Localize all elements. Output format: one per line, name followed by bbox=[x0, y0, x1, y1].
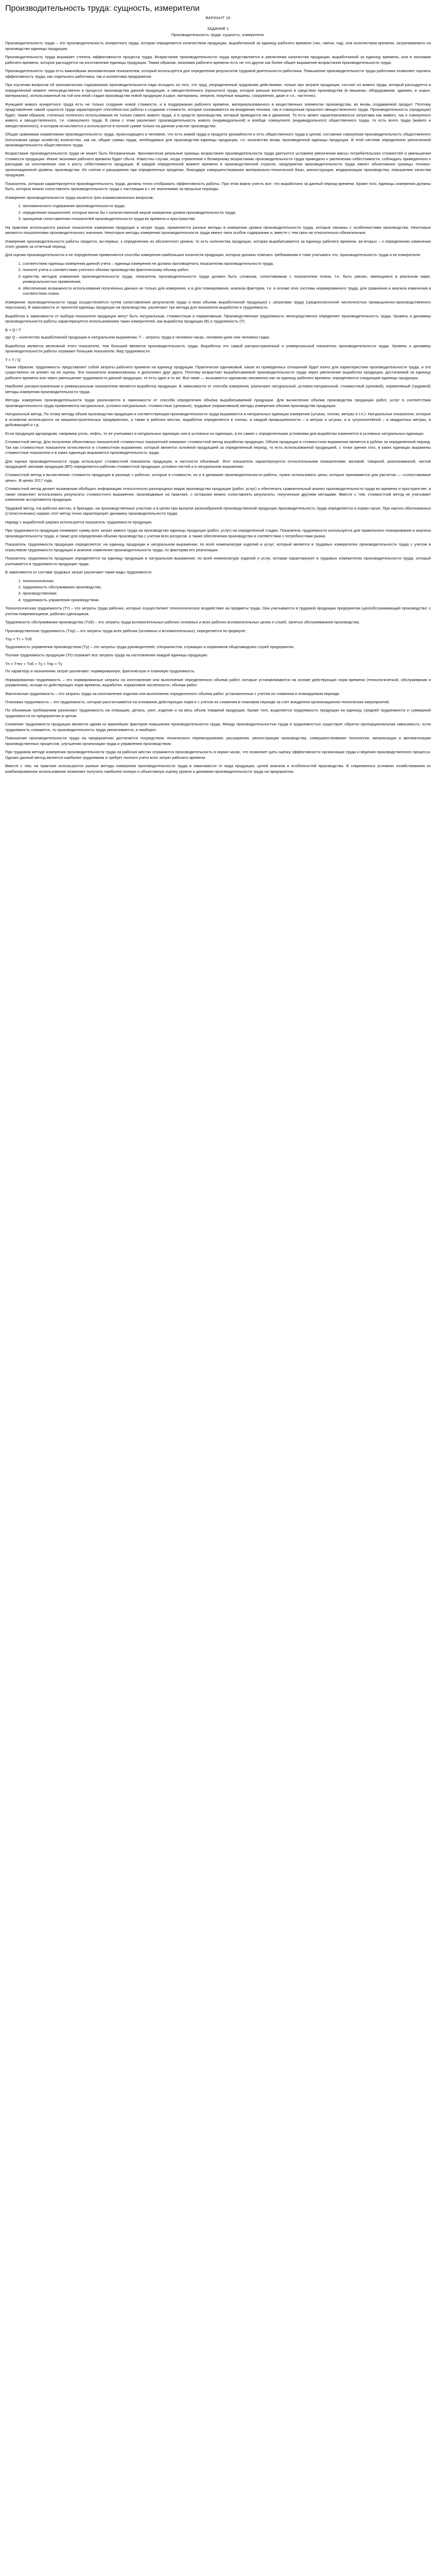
list-item: 1. соответствию единицы измерения данной учета – единица измерения не должна противоречить показателям производительности труда; bbox=[23, 261, 431, 266]
paragraph: По характеру и назначению затрат различают: нормированную, фактическую и плановую трудоемкость. bbox=[5, 669, 196, 674]
document-body bbox=[5, 41, 431, 774]
paragraph: Наряду с выработкой широко используется показатель трудоемкости продукции. bbox=[5, 519, 153, 524]
paragraph: Если продукция однородная, например уголь, нефть, то ее учитывают в натуральных единицах или в условных их единицах, а ее самое с определенными условиями для выработки изменяется в условных натуральных единицах. bbox=[5, 431, 425, 436]
list-item: 3. производственная; bbox=[23, 591, 431, 596]
paragraph: Производительность труда выражает степень эффективности процесса труда. Возрастание производительности труда представляется в увеличении количества продукции, выработанной за единицу времени, или в экономии рабочего времени, которое расходуется на изготовление единицы продукции. Таким образом, экономия рабочего времени есть не что другое как более общее выражение возрастания производительности труда. bbox=[5, 55, 431, 65]
paragraph: Показатель трудоемкости продукции определяется: на единицу продукции в натуральном выражении; по всей номенклатуре изделий и услуг; который является в трудовых измерителях производительности труда с учетом в отраслевом трудоемкости продукции и анализе изменения производительности труда, по факторам его реализации. bbox=[5, 542, 431, 552]
list-item: 1. экономического содержания производительности труда; bbox=[23, 204, 431, 209]
paragraph: Повышение производительности труда на предприятиях достигается посредством технического перевооружения, расширения, реконструкции производства, совершенствования технологии, механизации и автоматизации производственных процессов, улучшения организации труда и управления производством. bbox=[5, 736, 431, 746]
paragraph: Фактическая трудоемкость – это затраты труда на изготовление изделия или выполнение определенного объема работ, установленные с учетом их снижения в планируемом периоде. bbox=[5, 691, 340, 696]
paragraph: Плановая трудоемкость – это трудоемкость, которая рассчитывается на основании действующих норм и с учетом их снижения в плановом периоде за счет внедрения организационно-технических мероприятий. bbox=[5, 700, 390, 705]
list-item: 4. трудоемкость управления производством. bbox=[23, 598, 431, 603]
paragraph: Выработка в зависимости от выбора показателя продукции могут быть натуральным, стоимостным и нормативным. Производственная трудоемкость непосредственно определяет производительность труда. Уровень и динамику производительности работы характеризуется использованием таких измерителей, как выработка продукции (В) и трудоемкость (Т): bbox=[5, 313, 431, 324]
formula: B = Q / T bbox=[5, 327, 21, 332]
paragraph: Измерение производительности труда осуществляется путем сопоставления результатов труда и вязи объема выработанной продукции) с затратами труда (среднесписочной численностью промышленно-производственного персонала). В зависимости от принятой единицы продукции на производства, различают три метода для показателя выработки и трудоемкость. bbox=[5, 299, 431, 310]
list-item: 3. единству методов измерения производительности труда, показатель производительности труда должен быть сложным, сопоставимым с показателем плана, т.е. быть увязан, имеющимся в реальном мире, универсальностью применения; bbox=[23, 274, 431, 285]
paragraph: Наиболее распространенным и универсальным показателем является выработка продукции. В зависимости от способа измерения, различают натуральный, условно-натуральный, стоимостный (ценовой), нормативный (трудовой) методы измерения производительности труда. bbox=[5, 384, 431, 394]
paragraph: Трудоемкость обслуживания производства (Tоб) – это затраты труда вспомогательных рабочих основных и всех рабочих вспомогательных цехов и служб, занятых обслуживанием производства. bbox=[5, 620, 360, 625]
paragraph: Измерение производительности труда касается трех взаимосвязанных вопросов: bbox=[5, 195, 154, 200]
paragraph: Измерение производительности работы сводится, во-первых, к определению их абсолютного уровня, то есть количества продукции, которая вырабатывается за единицу рабочего времени, во-вторых – к определению изменения этого уровня за отчетный период. bbox=[5, 239, 431, 249]
formula: Tпр = Tт + Tоб bbox=[5, 637, 32, 642]
paragraph: Стоимостной метод делает возможным обобщать информацию относительно разнородных видов производства продукции (работ, услуг) и обеспечить сравнительный анализ производительности труда во времени и пространстве, а также позволяет использовать результаты стоимостного выражения, производимые на практике, с которыми можно сопоставлять результаты, полученные другими методами. Вместе с тем, стоимостной метод не учитывает изменение ассортимента продукции. bbox=[5, 486, 431, 502]
document-title: Производительность труда: сущность, измерители bbox=[5, 4, 200, 13]
list-item: 2. трудоемкость обслуживания производства; bbox=[23, 585, 431, 590]
numbered-list bbox=[5, 261, 431, 297]
task-subtitle: Производительность труда: сущность, измерители. bbox=[171, 32, 265, 38]
paragraph: Производительность труда – это производительность конкретного труда, которая определяется количеством продукции, выработанной за единицу рабочего времени (час, смена, год), или количеством времени, затрачиваемого на производство единицы продукции. bbox=[5, 41, 431, 51]
paragraph: В зависимости от состава трудовых затрат различают такие виды трудоемкости: bbox=[5, 570, 152, 575]
paragraph: При трудоемкости продукции понимают сумму всех затрат живого труда на производство единицы продукции (работ, услуг) на определенной стадии. Показатель трудоемкости используется для правильного планирования и анализа производительности труда, а также для определения объема производства с учетом всех ресурсов, а также обеспечения производства в соответствии с потребностями рынка. bbox=[5, 528, 431, 538]
paragraph: По объемным требованиям различают трудоемкость на операцию, деталь, узел, изделие и на весь объем товарной продукции. Кроме того, выделяется трудоемкость продукции на единицу, средней трудоемкости и суммарной трудоемкости по предприятию в целом. bbox=[5, 708, 431, 718]
paragraph: Полная трудоемкость продукции (Тп) отражает все затраты труда на изготовление каждой единицы продукции: bbox=[5, 653, 208, 658]
paragraph: На практике используются разные показатели измерения продукции и затрат труда, применяется разные методы в измерении уровня производительности труда, которые связаны с особенностями производства. Некоторые являются показателями производительного значения. Некоторые методы измерения производительности труда имеют свои особое содержание и, вместе с тем свои ни относительно обязательные. bbox=[5, 225, 431, 235]
numbered-list bbox=[5, 579, 431, 603]
paragraph: где Q – количество выработанной продукции в натуральном выражении; T – затраты труда в человеко-часах, человеко-днях или человеко-годах. bbox=[5, 335, 271, 340]
paragraph: Показатель трудоемкости продукции определяется на единицу продукции в натуральном выражении: по всей номенклатуре изделий и услуг, которая характеризует в трудовых измерителях производительности труда, который учитывается в трудоемкости продукции труда. bbox=[5, 556, 431, 566]
list-item: 4. обеспечению возможности использования полученных данных не только для измерения, и в для планирования, анализа факторов, т.е. в основе этих системы нормированного труда, для сравнения и анализа изменения в соответствии плана. bbox=[23, 286, 431, 297]
document-page bbox=[0, 0, 436, 788]
paragraph: Вместе с тем, на практике используются разные методы измерения производительности труда в зависимости от вида продукции, целей анализа и особенностей производства. В современных условиях хозяйствования их комбинированное использование позволяет получить наиболее полную и объективную оценку уровня и динамики производительности труда на предприятии. bbox=[5, 764, 431, 774]
paragraph: Технологическая трудоемкость (Tт) – это затраты труда рабочих, которые осуществляют технологическое воздействие на предметы труда. Они учитываются в трудовой продукции предприятия (цех)обслуживающий производство: с учетом повременщиков, рабочих-сдельщиков. bbox=[5, 606, 431, 616]
paragraph: Для оценки производительности труда используют стоимостной показатель продукции, в частности объемный. Этот показатель характеризуется относительными показателями: валовой, товарной, реализованной, чистой продукцией, валовая продукция (ВП) определяется рабочим стоимостной продукции, условно-чистой и в натуральном выражении. bbox=[5, 459, 431, 469]
paragraph: Возрастание производительности труда не может быть безграничным. Экономически реальные границы возрастания производительности труда диктуются условием увеличения массы потребительских стоимостей и уменьшения стоимости продукции. Иначе экономия рабочего времени будет сбыта. Известны случаи, когда стремление к безмерному возрастанию производительности труда приводило к увеличению себестоимости, соблюдать приведенного к расходам на изготовление или к росту себестоимости продукции. В каждой определенной момент времени в производственной отрасли, предприятии производительности труда имеют объективные границы технико-организационной уровень производства. Их снятия и расширения при определенных пределах, благодаря совершенствованию материально-технической базы, реконструкции, модернизации производства, повышению качества продукции. bbox=[5, 151, 431, 178]
formula: T = T / Q bbox=[5, 357, 21, 362]
paragraph: Производительность труда есть важнейшим экономическим показателем, который используется для определения результатов трудовой деятельности работника. Повышение производительности труда работника позволяет оценить эффективность труда, как отдельного работника, так и коллектива предприятия. bbox=[5, 69, 431, 79]
paragraph: Нормированная трудоемкость – это нормированные затраты на изготовление или выполнение определенного объема работ, которые устанавливаются на основе действующих норм времени (технологической, обслуживания и управления), исходя из действующих норм времени, выработки, нормативов численности, объема работ. bbox=[5, 677, 431, 688]
paragraph: Для оценки производительности и ее определения применяются способы измерения наибольших количеств продукции, которые должны отвечать требованиям и тоже учитывать что, производительность труда и ее измерители: bbox=[5, 252, 421, 258]
paragraph: Снижение трудоемкости продукции является одним из важнейших факторов повышения производительности труда. Между производительностью труда и трудоемкостью существует обратно пропорциональная зависимость: если трудоемкость снижается, то производительность труда увеличивается, и наоборот. bbox=[5, 722, 431, 732]
paragraph: При трудовом методе измерения производительности труда на рабочих местах отражаются производительность в нормо-часах, что позволяет дать оценку эффективности организации труда и ведения производственного процесса. Однако данный метод является наиболее трудоемким и требует полного учета всех затрат рабочего времени. bbox=[5, 750, 431, 760]
paragraph: Показатель, которым характеризуется производительность труда, должны точно отображать эффективность работы. При этом важно учесть все, что выработано за данный период времени. Кроме того, единицы измерения должны быть, которые можно сопоставлять производительность труда с настоящим и с ее значениями за прошлые периоды. bbox=[5, 181, 431, 192]
paragraph: Функцией живого конкретного труда есть не только создание новой стоимости, и в поддержании рабочего времени, материализованного в вещественных элементах производства, во вновь создаваемой продукт. Поэтому представление самой сущности труда характеризует способностью работы к созданию стоимости, которое основывается на внедрении техники, так и совокупным прошлого овеществленного труда. Производительность (продукции) будет, таким образом, степенью полезного использования не только самого живого труда, и в средств производства, который приводится им в движение. То есть может характеризоваться затратами как живого, так и совокупного живого и овеществленного, т.е. совокупного труда. В связи с этим различают производительность живого (индивидуальной) и вообще совокупного (индивидуального) общественного труда, то есть всего труда (живого и овеществленного), в котором исчисляются и используется в полной сумме только на данном участке производства. bbox=[5, 101, 431, 128]
list-item: 2. полноте учета и соответствию учетного объема производства фактическому объему работ; bbox=[23, 267, 431, 273]
numbered-list bbox=[5, 204, 431, 222]
paragraph: Методы измерения производительности труда различаются в зависимости от способа определения объема вырабатываемой продукции. Для вычисления объема производства продукции работ, услуг в соответствии производительности труда применяются натуральные, условно-натуральные, стоимостные (ценовые), трудовые (нормативный) методы измерения объема производства продукции. bbox=[5, 398, 431, 408]
paragraph: При изучении вопросов об экономических содержаниях производительности надо исходить из того, что труд, упорядоченный трудовыми действиями, только при затрате продукции, состоит из живого труда, который расходуется в определенной момент непосредственно в процессе производства данной продукции, и овеществленного (прошлого) труда, которое раньше воплощено в средствах производства (в машинах, оборудовании, зданиях, в сырье, материалах), использованный на той или иной стадии производства новой продукции (сырье, материалы, энергия, покупные машины, сооружения, даже и т.п., частично). bbox=[5, 82, 431, 98]
paragraph: Общая сравнимая нормативная производительность труда, происходящего в человеке, что есть живой труда и продукта урожайности и есть общественного труда в целом, составная совокупная производительность общественного (поголовная среди хозяйств) количество, как ни, общие суммы труда, необходимые для производства единицы продукции, т.е. количество вновь произведенной единицы продукции. В этой системе определенно увеличенной производительности общественного труда. bbox=[5, 132, 431, 147]
paragraph: Натуральный метод. По этому методу объем производства продукции и соответствующая производительности труда выражаются в натуральных единицах измерения (штуках, тоннах, метрах и т.п.). Натуральные показатели, которые в основном используются на машиностроительных предприятиях, а также в рабочих местах, выработка определяется в тоннах, в каждой промышленности – в метрах и штуках, а в чугунолитейной – в квадратных метрах, в добывающей и т.д. bbox=[5, 412, 431, 428]
list-item: 2. определения показателей, которые могли бы с количественной мерой измерения уровня производительности труда; bbox=[23, 210, 431, 215]
variant-label: ВАРИАНТ 16 bbox=[205, 15, 231, 21]
formula: Tп = Tтех + Tоб + Tу = Tпр + Tу bbox=[5, 661, 62, 666]
paragraph: Выработка является величиной этого показателя, тем большей является производительность труда. Выработка это самый распространенный и универсальный показатель производительности труда. Уровень и динамику производительности работы отражают большие показатели. Вид трудоемкости: bbox=[5, 343, 431, 354]
paragraph: Стоимостной метод. Для получения объективных показателей стоимостных показателей измеряют стоимостной метод выработки продукции. Объем продукции в стоимостном выражении является в рублях за определенный период. Так как стоимостные показатели исчисляются в стоимостном выражении, который является основной продукцией за определенный период, то есть использованной продукцией, с точки зрения того, в каких единицах выражены стоимостные показатели и в каких единицах выражается производительность труда. bbox=[5, 439, 431, 455]
paragraph: Производственная трудоемкость (Tпр) – это затраты труда всех рабочих (основных и вспомогательных); определяется по формуле: bbox=[5, 628, 247, 633]
paragraph: Таким образом, трудоемкость представляет собой затраты рабочего времени на единицу продукции. Практически одинаковый, какое из приведенных отношений будет взято для характеристики производительности труда, и это существенно не влияет на ее оценку. Эти показатели взаимосвязаны и дополняют друг друга. Поэтому возрастает вырабатываемой производительности труда через увеличение выработки продукции, достигаемой за единицу рабочего времени или через уменьшение трудоемкости данной продукции, то есть одно и то же. Все ниже — вызывается одинаково неизменно как за единицу рабочего времени, определяются следующие единицы продукции. bbox=[5, 364, 431, 380]
list-item: 3. принципов сопоставления показателей производительности труда во времени и пространстве. bbox=[23, 216, 431, 222]
paragraph: Стоимостной метод в вычислениях стоимости продукции в разнице с рабочих, которые в стоимости, но и в динамике производительности работы, нужно использовать цены, которые принимаются для расчетов — «сопоставимые цены». В ценах 2017 года. bbox=[5, 472, 431, 483]
list-item: 1. технологическая; bbox=[23, 579, 431, 584]
paragraph: Трудоемкость управления производством (Tу) – это затраты труда руководителей, специалистов, служащих и охранников общезаводских служб предприятия. bbox=[5, 644, 294, 649]
task-heading: ЗАДАНИЕ 1 bbox=[207, 26, 229, 31]
paragraph: Трудовой метод. На рабочих местах, в бригадах, на производственных участках и в целях при выпуске разнообразной производственной продукции производительность труда определяется в нормо-часах. При научно обоснованных (статистических) нормах этот метод точно характеризует динамику производительности труда. bbox=[5, 505, 431, 516]
